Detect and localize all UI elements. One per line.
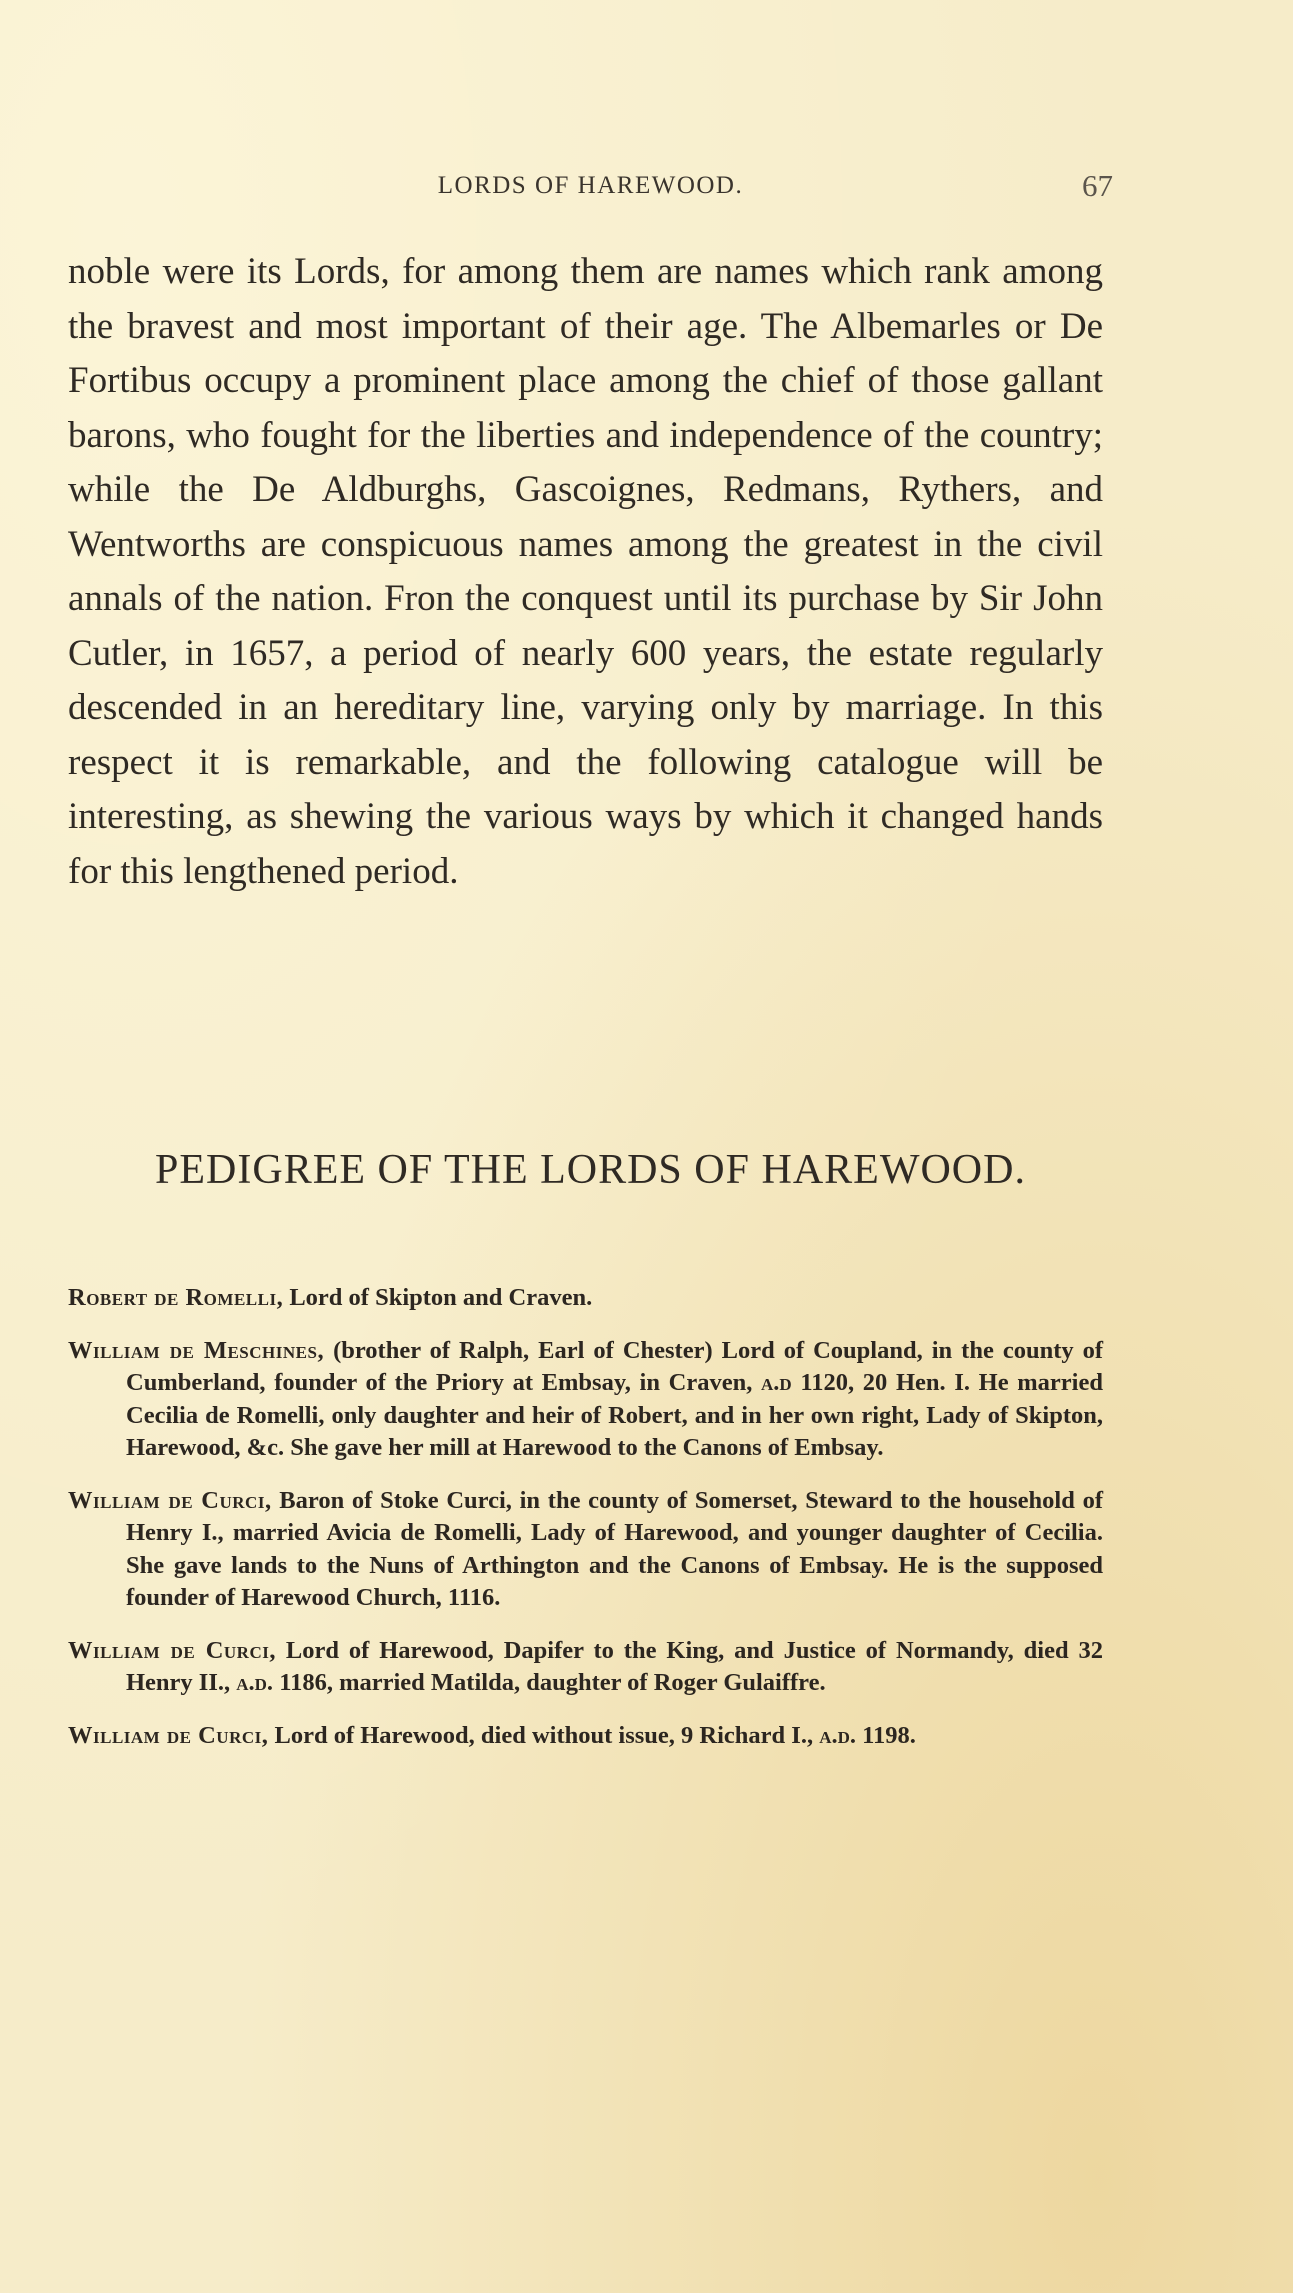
body-paragraph: noble were its Lords, for among them are names which rank among the bravest and most important of their age. The Albemarles or De Fortibus occupy a prominent place among the chief of those gallant barons, who fought for the liberties and independence of the country; while the De Aldburghs, Gascoignes, Redmans, Rythers, and Wentworths are conspicuous names among the greatest in the civil annals of the nation. Fron the conquest until its purchase by Sir John Cutler, in 1657, a period of nearly 600 years, the estate regularly descended in an hereditary line, varying only by marriage. In this respect it is remarkable, and the following catalogue will be interesting, as shewing the various ways by which it changed hands for this lengthened period.	[68, 251, 1103, 892]
era-abbreviation: a.d	[761, 1369, 792, 1396]
pedigree-entry	[68, 1335, 1103, 1465]
pedigree-entry	[68, 1485, 1103, 1615]
era-abbreviation: a.d.	[819, 1721, 857, 1749]
pedigree-entry	[68, 1720, 1103, 1753]
entry-text: Lord of Harewood, died without issue, 9 Richard I.,	[268, 1721, 820, 1749]
lord-name: William de Curci,	[68, 1636, 276, 1664]
entry-text: Lord of Harewood, Dapifer to the King, and Justice of Normandy, died 32 Henry II.,	[126, 1636, 1103, 1696]
pedigree-list	[68, 1282, 1103, 1772]
lord-name: Robert de Romelli,	[68, 1284, 284, 1311]
lord-name: William de Curci,	[68, 1721, 269, 1749]
lord-name: William de Meschines,	[68, 1336, 325, 1364]
entry-text-continued: 1198.	[856, 1721, 916, 1749]
entry-text: Lord of Skipton and Craven.	[283, 1284, 593, 1311]
running-header	[68, 168, 1113, 208]
entry-text: (brother of Ralph, Earl of Chester) Lord of Coupland, in the county of Cumberland, founder of the Priory at Embsay, in Craven,	[126, 1336, 1104, 1396]
entry-text: Baron of Stoke Curci, in the county of Somerset, Steward to the household of Henry I., married Avicia de Romelli, Lady of Harewood, and younger daughter of Cecilia. She gave lands to the Nuns of Arthington and the Canons of Embsay. He is the supposed founder of Harewood Church, 1116.	[126, 1486, 1103, 1611]
entry-text-continued: 1186, married Matilda, daughter of Roger Gulaiffre.	[273, 1669, 826, 1696]
pedigree-entry	[68, 1282, 1103, 1315]
era-abbreviation: a.d.	[236, 1669, 274, 1696]
page-number: 67	[1082, 168, 1113, 203]
section-title: PEDIGREE OF THE LORDS OF HAREWOOD.	[155, 1147, 1026, 1193]
lord-name: William de Curci,	[68, 1486, 272, 1514]
pedigree-entry	[68, 1635, 1103, 1700]
running-title: LORDS OF HAREWOOD.	[437, 172, 744, 199]
entry-text-continued: 1120, 20 Hen. I. He married Cecilia de Romelli, only daughter and heir of Robert, and in her own right, Lady of Skipton, Harewood, &c. She gave her mill at Harewood to the Canons of Embsay.	[126, 1369, 1103, 1461]
